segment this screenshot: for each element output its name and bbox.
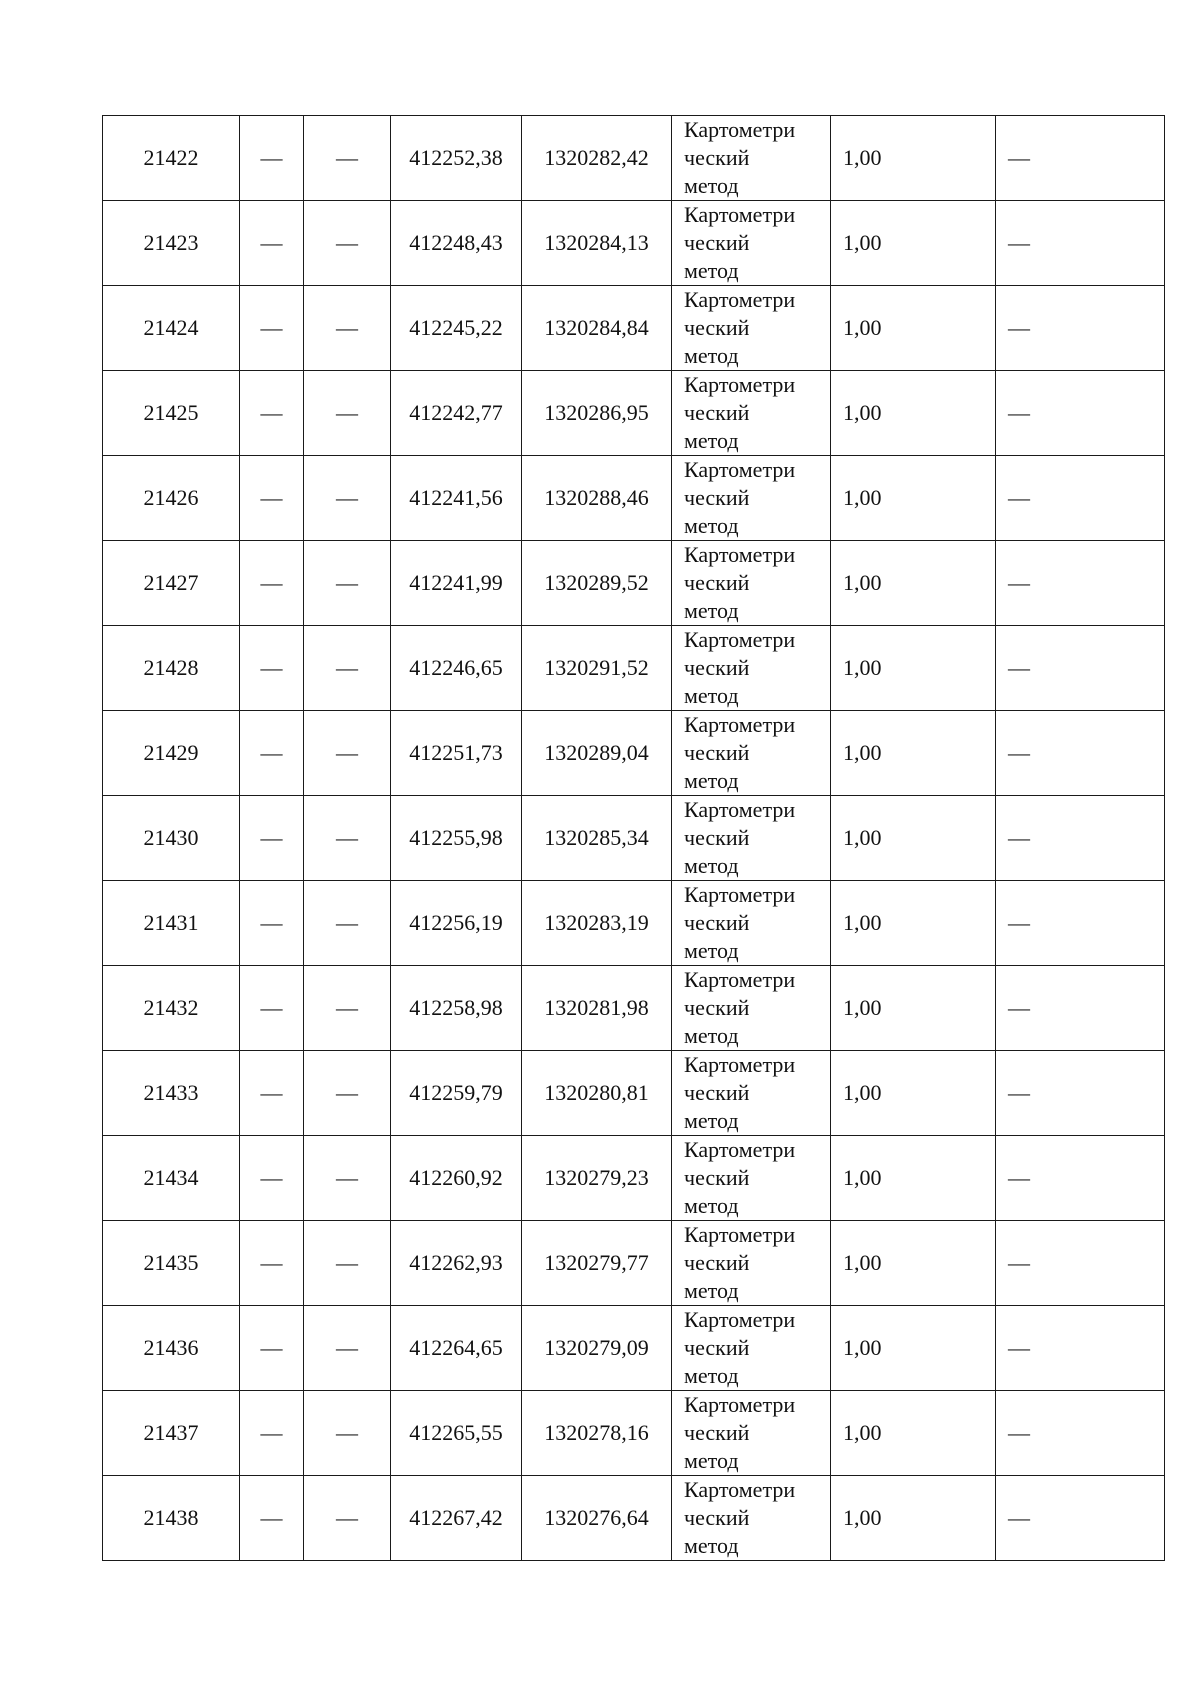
- old-y-cell: —: [304, 1476, 391, 1561]
- x-coordinate-cell: 412252,38: [391, 116, 522, 201]
- old-x-cell: —: [240, 371, 304, 456]
- table-row: [103, 1051, 1165, 1136]
- point-number-cell: 21437: [103, 1391, 240, 1476]
- point-number-cell: 21425: [103, 371, 240, 456]
- table-row: [103, 1476, 1165, 1561]
- y-coordinate-cell: 1320285,34: [522, 796, 672, 881]
- point-number-cell: 21430: [103, 796, 240, 881]
- point-number-cell: 21429: [103, 711, 240, 796]
- x-coordinate-cell: 412241,99: [391, 541, 522, 626]
- x-coordinate-cell: 412245,22: [391, 286, 522, 371]
- old-y-cell: —: [304, 286, 391, 371]
- table-row: [103, 1136, 1165, 1221]
- description-cell: —: [996, 881, 1165, 966]
- x-coordinate-cell: 412259,79: [391, 1051, 522, 1136]
- accuracy-cell: 1,00: [831, 1391, 996, 1476]
- description-cell: —: [996, 116, 1165, 201]
- point-number-cell: 21423: [103, 201, 240, 286]
- y-coordinate-cell: 1320284,13: [522, 201, 672, 286]
- description-cell: —: [996, 201, 1165, 286]
- table-row: [103, 966, 1165, 1051]
- old-x-cell: —: [240, 456, 304, 541]
- y-coordinate-cell: 1320279,09: [522, 1306, 672, 1391]
- old-y-cell: —: [304, 1306, 391, 1391]
- description-cell: —: [996, 1051, 1165, 1136]
- method-cell: Картометри ческий метод: [672, 456, 831, 541]
- y-coordinate-cell: 1320279,77: [522, 1221, 672, 1306]
- point-number-cell: 21435: [103, 1221, 240, 1306]
- table-row: [103, 371, 1165, 456]
- old-y-cell: —: [304, 1221, 391, 1306]
- old-y-cell: —: [304, 626, 391, 711]
- table-row: [103, 456, 1165, 541]
- method-cell: Картометри ческий метод: [672, 881, 831, 966]
- table-row: [103, 711, 1165, 796]
- x-coordinate-cell: 412242,77: [391, 371, 522, 456]
- method-cell: Картометри ческий метод: [672, 1051, 831, 1136]
- method-cell: Картометри ческий метод: [672, 626, 831, 711]
- old-y-cell: —: [304, 1136, 391, 1221]
- y-coordinate-cell: 1320291,52: [522, 626, 672, 711]
- old-y-cell: —: [304, 1391, 391, 1476]
- point-number-cell: 21432: [103, 966, 240, 1051]
- accuracy-cell: 1,00: [831, 1136, 996, 1221]
- accuracy-cell: 1,00: [831, 966, 996, 1051]
- old-y-cell: —: [304, 966, 391, 1051]
- old-y-cell: —: [304, 201, 391, 286]
- old-y-cell: —: [304, 456, 391, 541]
- y-coordinate-cell: 1320279,23: [522, 1136, 672, 1221]
- x-coordinate-cell: 412248,43: [391, 201, 522, 286]
- point-number-cell: 21434: [103, 1136, 240, 1221]
- accuracy-cell: 1,00: [831, 456, 996, 541]
- description-cell: —: [996, 456, 1165, 541]
- y-coordinate-cell: 1320289,04: [522, 711, 672, 796]
- method-cell: Картометри ческий метод: [672, 286, 831, 371]
- y-coordinate-cell: 1320276,64: [522, 1476, 672, 1561]
- method-cell: Картометри ческий метод: [672, 1221, 831, 1306]
- table-row: [103, 1306, 1165, 1391]
- table-row: [103, 286, 1165, 371]
- y-coordinate-cell: 1320289,52: [522, 541, 672, 626]
- old-x-cell: —: [240, 1136, 304, 1221]
- x-coordinate-cell: 412264,65: [391, 1306, 522, 1391]
- old-x-cell: —: [240, 1221, 304, 1306]
- old-y-cell: —: [304, 881, 391, 966]
- point-number-cell: 21431: [103, 881, 240, 966]
- old-y-cell: —: [304, 371, 391, 456]
- method-cell: Картометри ческий метод: [672, 116, 831, 201]
- description-cell: —: [996, 966, 1165, 1051]
- old-y-cell: —: [304, 116, 391, 201]
- description-cell: —: [996, 711, 1165, 796]
- accuracy-cell: 1,00: [831, 201, 996, 286]
- accuracy-cell: 1,00: [831, 371, 996, 456]
- old-x-cell: —: [240, 881, 304, 966]
- y-coordinate-cell: 1320282,42: [522, 116, 672, 201]
- accuracy-cell: 1,00: [831, 286, 996, 371]
- point-number-cell: 21433: [103, 1051, 240, 1136]
- description-cell: —: [996, 371, 1165, 456]
- description-cell: —: [996, 1221, 1165, 1306]
- accuracy-cell: 1,00: [831, 116, 996, 201]
- x-coordinate-cell: 412265,55: [391, 1391, 522, 1476]
- old-x-cell: —: [240, 1476, 304, 1561]
- point-number-cell: 21426: [103, 456, 240, 541]
- method-cell: Картометри ческий метод: [672, 1306, 831, 1391]
- method-cell: Картометри ческий метод: [672, 1391, 831, 1476]
- table-row: [103, 1391, 1165, 1476]
- old-x-cell: —: [240, 1391, 304, 1476]
- point-number-cell: 21427: [103, 541, 240, 626]
- method-cell: Картометри ческий метод: [672, 201, 831, 286]
- x-coordinate-cell: 412246,65: [391, 626, 522, 711]
- table-row: [103, 626, 1165, 711]
- point-number-cell: 21428: [103, 626, 240, 711]
- x-coordinate-cell: 412256,19: [391, 881, 522, 966]
- method-cell: Картометри ческий метод: [672, 796, 831, 881]
- x-coordinate-cell: 412258,98: [391, 966, 522, 1051]
- method-cell: Картометри ческий метод: [672, 371, 831, 456]
- x-coordinate-cell: 412255,98: [391, 796, 522, 881]
- accuracy-cell: 1,00: [831, 1306, 996, 1391]
- accuracy-cell: 1,00: [831, 1221, 996, 1306]
- y-coordinate-cell: 1320281,98: [522, 966, 672, 1051]
- method-cell: Картометри ческий метод: [672, 966, 831, 1051]
- accuracy-cell: 1,00: [831, 626, 996, 711]
- accuracy-cell: 1,00: [831, 711, 996, 796]
- old-x-cell: —: [240, 711, 304, 796]
- description-cell: —: [996, 1391, 1165, 1476]
- x-coordinate-cell: 412251,73: [391, 711, 522, 796]
- point-number-cell: 21424: [103, 286, 240, 371]
- table-row: [103, 796, 1165, 881]
- coordinates-table-body: [103, 116, 1165, 1561]
- method-cell: Картометри ческий метод: [672, 711, 831, 796]
- old-x-cell: —: [240, 1051, 304, 1136]
- old-x-cell: —: [240, 1306, 304, 1391]
- table-row: [103, 1221, 1165, 1306]
- accuracy-cell: 1,00: [831, 881, 996, 966]
- old-y-cell: —: [304, 711, 391, 796]
- x-coordinate-cell: 412262,93: [391, 1221, 522, 1306]
- old-x-cell: —: [240, 626, 304, 711]
- description-cell: —: [996, 626, 1165, 711]
- y-coordinate-cell: 1320283,19: [522, 881, 672, 966]
- y-coordinate-cell: 1320284,84: [522, 286, 672, 371]
- method-cell: Картометри ческий метод: [672, 1136, 831, 1221]
- accuracy-cell: 1,00: [831, 541, 996, 626]
- y-coordinate-cell: 1320278,16: [522, 1391, 672, 1476]
- method-cell: Картометри ческий метод: [672, 1476, 831, 1561]
- description-cell: —: [996, 286, 1165, 371]
- accuracy-cell: 1,00: [831, 1051, 996, 1136]
- coordinates-table: [102, 115, 1165, 1561]
- old-y-cell: —: [304, 1051, 391, 1136]
- x-coordinate-cell: 412241,56: [391, 456, 522, 541]
- table-row: [103, 541, 1165, 626]
- table-row: [103, 116, 1165, 201]
- old-y-cell: —: [304, 796, 391, 881]
- point-number-cell: 21438: [103, 1476, 240, 1561]
- method-cell: Картометри ческий метод: [672, 541, 831, 626]
- x-coordinate-cell: 412260,92: [391, 1136, 522, 1221]
- old-x-cell: —: [240, 116, 304, 201]
- x-coordinate-cell: 412267,42: [391, 1476, 522, 1561]
- description-cell: —: [996, 1306, 1165, 1391]
- y-coordinate-cell: 1320286,95: [522, 371, 672, 456]
- description-cell: —: [996, 541, 1165, 626]
- old-y-cell: —: [304, 541, 391, 626]
- accuracy-cell: 1,00: [831, 796, 996, 881]
- accuracy-cell: 1,00: [831, 1476, 996, 1561]
- old-x-cell: —: [240, 286, 304, 371]
- point-number-cell: 21422: [103, 116, 240, 201]
- description-cell: —: [996, 796, 1165, 881]
- table-row: [103, 881, 1165, 966]
- old-x-cell: —: [240, 966, 304, 1051]
- old-x-cell: —: [240, 541, 304, 626]
- table-row: [103, 201, 1165, 286]
- old-x-cell: —: [240, 201, 304, 286]
- old-x-cell: —: [240, 796, 304, 881]
- y-coordinate-cell: 1320280,81: [522, 1051, 672, 1136]
- description-cell: —: [996, 1476, 1165, 1561]
- description-cell: —: [996, 1136, 1165, 1221]
- y-coordinate-cell: 1320288,46: [522, 456, 672, 541]
- point-number-cell: 21436: [103, 1306, 240, 1391]
